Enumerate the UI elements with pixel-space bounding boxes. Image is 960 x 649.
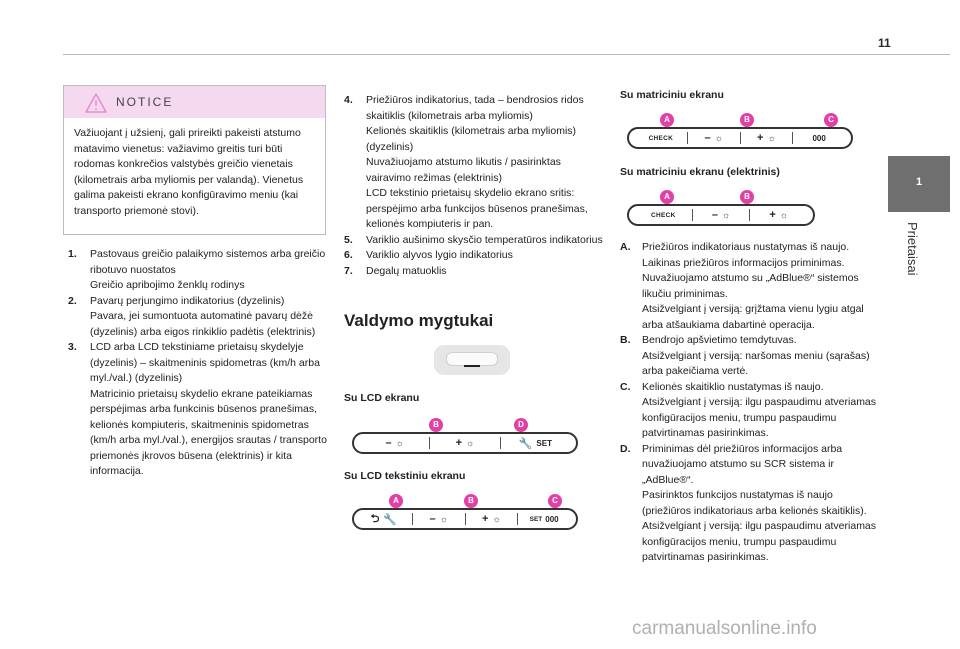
dim-button[interactable] xyxy=(413,513,465,525)
list-item-number: B. xyxy=(620,334,631,346)
dim-button[interactable] xyxy=(360,437,429,449)
warning-triangle-icon xyxy=(85,93,107,113)
list-item-number: 7. xyxy=(344,264,353,277)
matrix-control-panel xyxy=(627,127,853,149)
brightness-icon: ☼ xyxy=(466,438,475,448)
matrix-electric-control-panel xyxy=(627,204,815,226)
list-item xyxy=(620,380,882,442)
set-reset-button[interactable] xyxy=(518,515,570,524)
list-item-text: Matricinio prietaisų skydelio ekrane pateikiamas perspėjimas arba funkcinis būsenos pranešimas, kelionės kompiuteris, skaitmeninis spidometras (km/h arba myl./val.), energijos srautas / transporto priemonės įkrovos būsena (elektrinis) ir kita informacija. xyxy=(90,387,327,477)
list-item-number: 6. xyxy=(344,249,353,261)
plus-icon: + xyxy=(769,209,776,221)
plus-icon: + xyxy=(757,132,764,144)
list-item-text: Variklio alyvos lygio indikatorius xyxy=(366,249,513,261)
back-button[interactable] xyxy=(360,510,412,529)
list-item-text: Priežiūros indikatoriaus nustatymas iš naujo. xyxy=(642,241,850,253)
control-buttons-thumbnail xyxy=(434,345,510,375)
list-item xyxy=(344,264,606,280)
list-item-number: 4. xyxy=(344,94,353,106)
badge-b: B xyxy=(740,113,754,127)
brightness-icon: ☼ xyxy=(779,210,789,220)
list-item-text: Pavara, jei sumontuota automatinė pavarų dėžė (dyzelinis) arba eigos rinkiklio padėtis (elektrinis) xyxy=(90,310,316,338)
list-item-text: Laikinas priežiūros informacijos priminimas. xyxy=(642,256,845,269)
list-item-text: Degalų matuoklis xyxy=(366,264,447,277)
controls-section-title: Valdymo mygtukai xyxy=(344,311,494,330)
badge-b: B xyxy=(429,418,443,432)
check-button[interactable] xyxy=(635,135,687,142)
list-item-text: Kelionės skaitiklio nustatymas iš naujo. xyxy=(642,380,824,393)
brighten-button[interactable] xyxy=(466,513,518,525)
notice-text: Važiuojant į užsienį, gali prireikti pakeisti atstumo matavimo vienetus: važiavimo greitis turi būti rodomas konkrečios valstybės greičio vienetais (kilometrais arba myliomis per valandą). Vienetus galima pakeisti ekrano konfigūravimo meniu (kai transporto priemonė stovi). xyxy=(74,127,304,217)
badge-b: B xyxy=(740,190,754,204)
zero-label: 000 xyxy=(545,514,559,524)
plus-icon: + xyxy=(482,513,489,525)
list-item xyxy=(620,333,882,380)
legend-list-left xyxy=(68,247,330,480)
wrench-icon: 🔧 xyxy=(383,513,398,526)
brighten-button[interactable] xyxy=(430,437,499,449)
plus-icon: + xyxy=(455,437,463,449)
dim-button[interactable] xyxy=(688,132,740,144)
list-item xyxy=(68,340,330,480)
control-buttons-thumbnail-mark xyxy=(464,365,480,367)
brighten-button[interactable] xyxy=(741,132,793,144)
watermark: carmanualsonline.info xyxy=(632,618,817,639)
list-item-text: Atsižvelgiant į versiją: ilgu paspaudimu atveriamas konfigūracijos meniu, trumpu paspaudimu patvirtinamas pasirinkimas. xyxy=(642,520,877,563)
list-item-text: Priminimas dėl priežiūros informacijos arba nuvažiuojamo atstumo su SCR sistema ir „AdBlue®“. xyxy=(642,442,843,486)
section-tab-number: 1 xyxy=(915,176,923,188)
list-item-number: D. xyxy=(620,442,631,455)
brightness-icon: ☼ xyxy=(714,133,723,143)
list-item-text: Variklio aušinimo skysčio temperatūros indikatorius xyxy=(366,233,603,246)
brightness-icon: ☼ xyxy=(721,210,731,220)
brightness-icon: ☼ xyxy=(395,438,404,448)
notice-box xyxy=(63,85,326,235)
set-label: SET xyxy=(536,438,552,448)
list-item-text: LCD tekstinio prietaisų skydelio ekrano sritis: perspėjimo arba funkcijos būsenos pranešimas, kelionės kompiuteris ir pan. xyxy=(366,187,588,230)
list-item-number: 3. xyxy=(68,341,77,353)
brightness-icon: ☼ xyxy=(492,514,501,524)
set-label: SET xyxy=(529,515,543,523)
list-item-text: Nuvažiuojamo atstumo su „AdBlue®“ sistemos likučiu priminimas. xyxy=(642,272,859,300)
lcd-text-panel-label: Su LCD tekstiniu ekranu xyxy=(344,470,466,482)
list-item-text: Atsižvelgiant į versiją: naršomas meniu (sąrašas) arba pakeičiama vertė. xyxy=(642,349,870,377)
list-item xyxy=(620,240,882,333)
minus-icon: – xyxy=(704,132,711,144)
list-item xyxy=(344,93,606,233)
badge-b: B xyxy=(464,494,478,508)
notice-title: NOTICE xyxy=(116,95,174,109)
list-item xyxy=(68,247,330,294)
badge-a: A xyxy=(660,113,674,127)
list-item-text: Nuvažiuojamo atstumo likutis / pasirinktas vairavimo režimas (elektrinis) xyxy=(366,156,561,184)
brighten-button[interactable] xyxy=(750,209,807,221)
matrix-electric-panel-label: Su matriciniu ekranu (elektrinis) xyxy=(620,166,780,178)
minus-icon: – xyxy=(385,437,392,449)
badge-c: C xyxy=(824,113,838,127)
section-tab[interactable] xyxy=(888,156,950,212)
dim-button[interactable] xyxy=(693,209,750,221)
list-item-text: Pasirinktos funkcijos nustatymas iš naujo (priežiūros indikatoriaus arba kelionės skaitiklis). xyxy=(642,489,867,517)
badge-c: C xyxy=(548,494,562,508)
check-label: CHECK xyxy=(648,134,674,142)
list-item-text: LCD arba LCD tekstiniame prietaisų skydelyje (dyzelinis) – skaitmeninis spidometras (km/h arba myl./val.) (dyzelinis) xyxy=(90,341,320,384)
brightness-icon: ☼ xyxy=(439,514,448,524)
check-button[interactable] xyxy=(635,212,692,219)
brightness-icon: ☼ xyxy=(767,133,776,143)
check-label: CHECK xyxy=(651,211,676,219)
matrix-panel-label: Su matriciniu ekranu xyxy=(620,89,724,101)
list-item-text: Atsižvelgiant į versiją: grįžtama vienu lygiu atgal arba atšaukiama dabartinė operacija. xyxy=(642,303,864,331)
list-item-text: Atsižvelgiant į versiją: ilgu paspaudimu atveriamas konfigūracijos meniu, trumpu paspaudimu patvirtinamas pasirinkimas. xyxy=(642,396,877,439)
list-item-text: Bendrojo apšvietimo temdytuvas. xyxy=(642,334,797,346)
badge-a: A xyxy=(389,494,403,508)
list-item-text: Pastovaus greičio palaikymo sistemos arba greičio ribotuvo nuostatos xyxy=(90,248,326,276)
lcd-panel-label: Su LCD ekranu xyxy=(344,392,420,404)
zero-label: 000 xyxy=(812,133,826,143)
set-button[interactable] xyxy=(501,437,570,450)
wrench-icon: 🔧 xyxy=(518,437,533,450)
badge-d: D xyxy=(514,418,528,432)
list-item-number: 1. xyxy=(68,248,77,260)
top-divider xyxy=(63,54,950,55)
return-icon: ⮌ xyxy=(370,512,380,525)
list-item-text: Priežiūros indikatorius, tada – bendrosios ridos skaitiklis (kilometrais arba myliomis) xyxy=(366,94,584,122)
section-tab-label xyxy=(902,222,922,302)
list-item-number: A. xyxy=(620,241,631,253)
lcd-text-control-panel xyxy=(352,508,578,530)
list-item xyxy=(620,442,882,566)
list-item xyxy=(344,233,606,249)
notice-header xyxy=(64,86,325,118)
list-item-text: Greičio apribojimo ženklų rodinys xyxy=(90,279,245,291)
lcd-control-panel xyxy=(352,432,578,454)
list-item xyxy=(344,248,606,264)
minus-icon: – xyxy=(429,513,436,525)
legend-list-right xyxy=(620,240,882,566)
badge-a: A xyxy=(660,190,674,204)
page-number: 11 xyxy=(878,36,891,50)
list-item-number: C. xyxy=(620,380,631,393)
list-item xyxy=(68,294,330,341)
list-item-number: 2. xyxy=(68,294,77,307)
trip-reset-button[interactable] xyxy=(793,134,845,143)
list-item-text: Pavarų perjungimo indikatorius (dyzelinis) xyxy=(90,294,285,307)
section-tab-label-text: Prietaisai xyxy=(905,222,920,276)
list-item-number: 5. xyxy=(344,233,353,246)
list-item-text: Kelionės skaitiklis (kilometrais arba myliomis) (dyzelinis) xyxy=(366,125,577,153)
control-buttons-thumbnail-face xyxy=(446,352,498,366)
minus-icon: – xyxy=(711,209,718,221)
legend-list-middle xyxy=(344,93,606,279)
